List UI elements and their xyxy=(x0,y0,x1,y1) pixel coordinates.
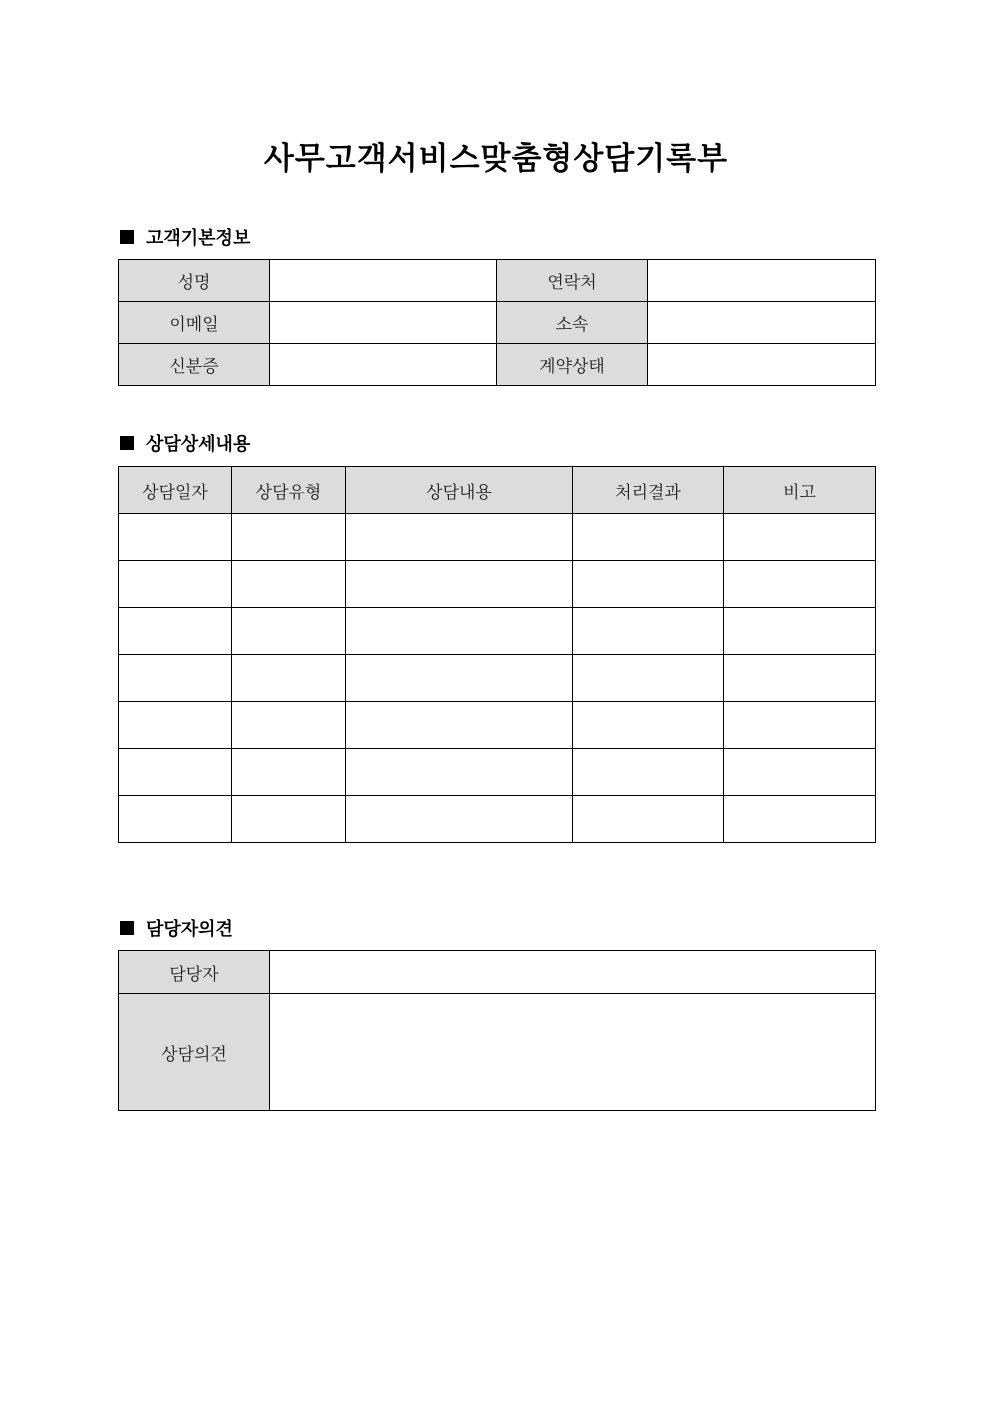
table-row xyxy=(119,514,876,561)
cell-remarks[interactable] xyxy=(724,514,876,561)
affiliation-field[interactable] xyxy=(648,302,876,344)
square-bullet-icon xyxy=(120,921,134,935)
cell-content[interactable] xyxy=(346,514,573,561)
contact-label: 연락처 xyxy=(497,260,648,302)
square-bullet-icon xyxy=(120,230,134,244)
contract-status-label: 계약상태 xyxy=(497,344,648,386)
cell-result[interactable] xyxy=(573,561,724,608)
email-label: 이메일 xyxy=(119,302,270,344)
cell-remarks[interactable] xyxy=(724,608,876,655)
table-row xyxy=(119,344,876,386)
table-row xyxy=(119,994,876,1111)
cell-content[interactable] xyxy=(346,749,573,796)
page-title: 사무고객서비스맞춤형상담기록부 xyxy=(263,141,729,177)
cell-result[interactable] xyxy=(573,749,724,796)
contact-field[interactable] xyxy=(648,260,876,302)
cell-result[interactable] xyxy=(573,655,724,702)
cell-type[interactable] xyxy=(232,561,346,608)
table-row xyxy=(119,260,876,302)
cell-type[interactable] xyxy=(232,796,346,843)
section-heading-opinion-label: 담당자의견 xyxy=(146,919,233,940)
square-bullet-icon xyxy=(120,436,134,450)
cell-content[interactable] xyxy=(346,655,573,702)
cell-date[interactable] xyxy=(119,749,232,796)
cell-date[interactable] xyxy=(119,655,232,702)
table-row xyxy=(119,951,876,994)
cell-date[interactable] xyxy=(119,514,232,561)
manager-opinion-table xyxy=(118,950,876,1111)
cell-type[interactable] xyxy=(232,514,346,561)
cell-date[interactable] xyxy=(119,702,232,749)
cell-content[interactable] xyxy=(346,796,573,843)
section-heading-opinion xyxy=(120,915,233,941)
opinion-field[interactable] xyxy=(270,994,876,1111)
table-row xyxy=(119,749,876,796)
name-field[interactable] xyxy=(270,260,497,302)
cell-type[interactable] xyxy=(232,655,346,702)
column-header-content: 상담내용 xyxy=(346,467,573,514)
cell-content[interactable] xyxy=(346,702,573,749)
cell-content[interactable] xyxy=(346,561,573,608)
cell-result[interactable] xyxy=(573,514,724,561)
manager-field[interactable] xyxy=(270,951,876,994)
section-heading-basic-label: 고객기본정보 xyxy=(146,228,251,249)
manager-label: 담당자 xyxy=(119,951,270,994)
cell-remarks[interactable] xyxy=(724,655,876,702)
table-row xyxy=(119,608,876,655)
cell-date[interactable] xyxy=(119,561,232,608)
id-card-field[interactable] xyxy=(270,344,497,386)
section-heading-detail xyxy=(120,430,250,456)
table-row xyxy=(119,302,876,344)
cell-type[interactable] xyxy=(232,749,346,796)
email-field[interactable] xyxy=(270,302,497,344)
opinion-label: 상담의견 xyxy=(119,994,270,1111)
cell-type[interactable] xyxy=(232,702,346,749)
cell-remarks[interactable] xyxy=(724,749,876,796)
affiliation-label: 소속 xyxy=(497,302,648,344)
cell-remarks[interactable] xyxy=(724,796,876,843)
name-label: 성명 xyxy=(119,260,270,302)
table-row xyxy=(119,655,876,702)
cell-result[interactable] xyxy=(573,608,724,655)
cell-date[interactable] xyxy=(119,608,232,655)
cell-content[interactable] xyxy=(346,608,573,655)
cell-type[interactable] xyxy=(232,608,346,655)
id-card-label: 신분증 xyxy=(119,344,270,386)
cell-date[interactable] xyxy=(119,796,232,843)
column-header-type: 상담유형 xyxy=(232,467,346,514)
table-header-row xyxy=(119,467,876,514)
table-row xyxy=(119,702,876,749)
column-header-result: 처리결과 xyxy=(573,467,724,514)
table-row xyxy=(119,561,876,608)
cell-remarks[interactable] xyxy=(724,702,876,749)
basic-info-table xyxy=(118,259,876,386)
cell-result[interactable] xyxy=(573,796,724,843)
consultation-detail-table xyxy=(118,466,876,843)
cell-result[interactable] xyxy=(573,702,724,749)
contract-status-field[interactable] xyxy=(648,344,876,386)
section-heading-detail-label: 상담상세내용 xyxy=(146,434,251,455)
cell-remarks[interactable] xyxy=(724,561,876,608)
table-row xyxy=(119,796,876,843)
consultation-rows xyxy=(119,514,876,843)
section-heading-basic xyxy=(120,224,250,250)
column-header-date: 상담일자 xyxy=(119,467,232,514)
column-header-remarks: 비고 xyxy=(724,467,876,514)
